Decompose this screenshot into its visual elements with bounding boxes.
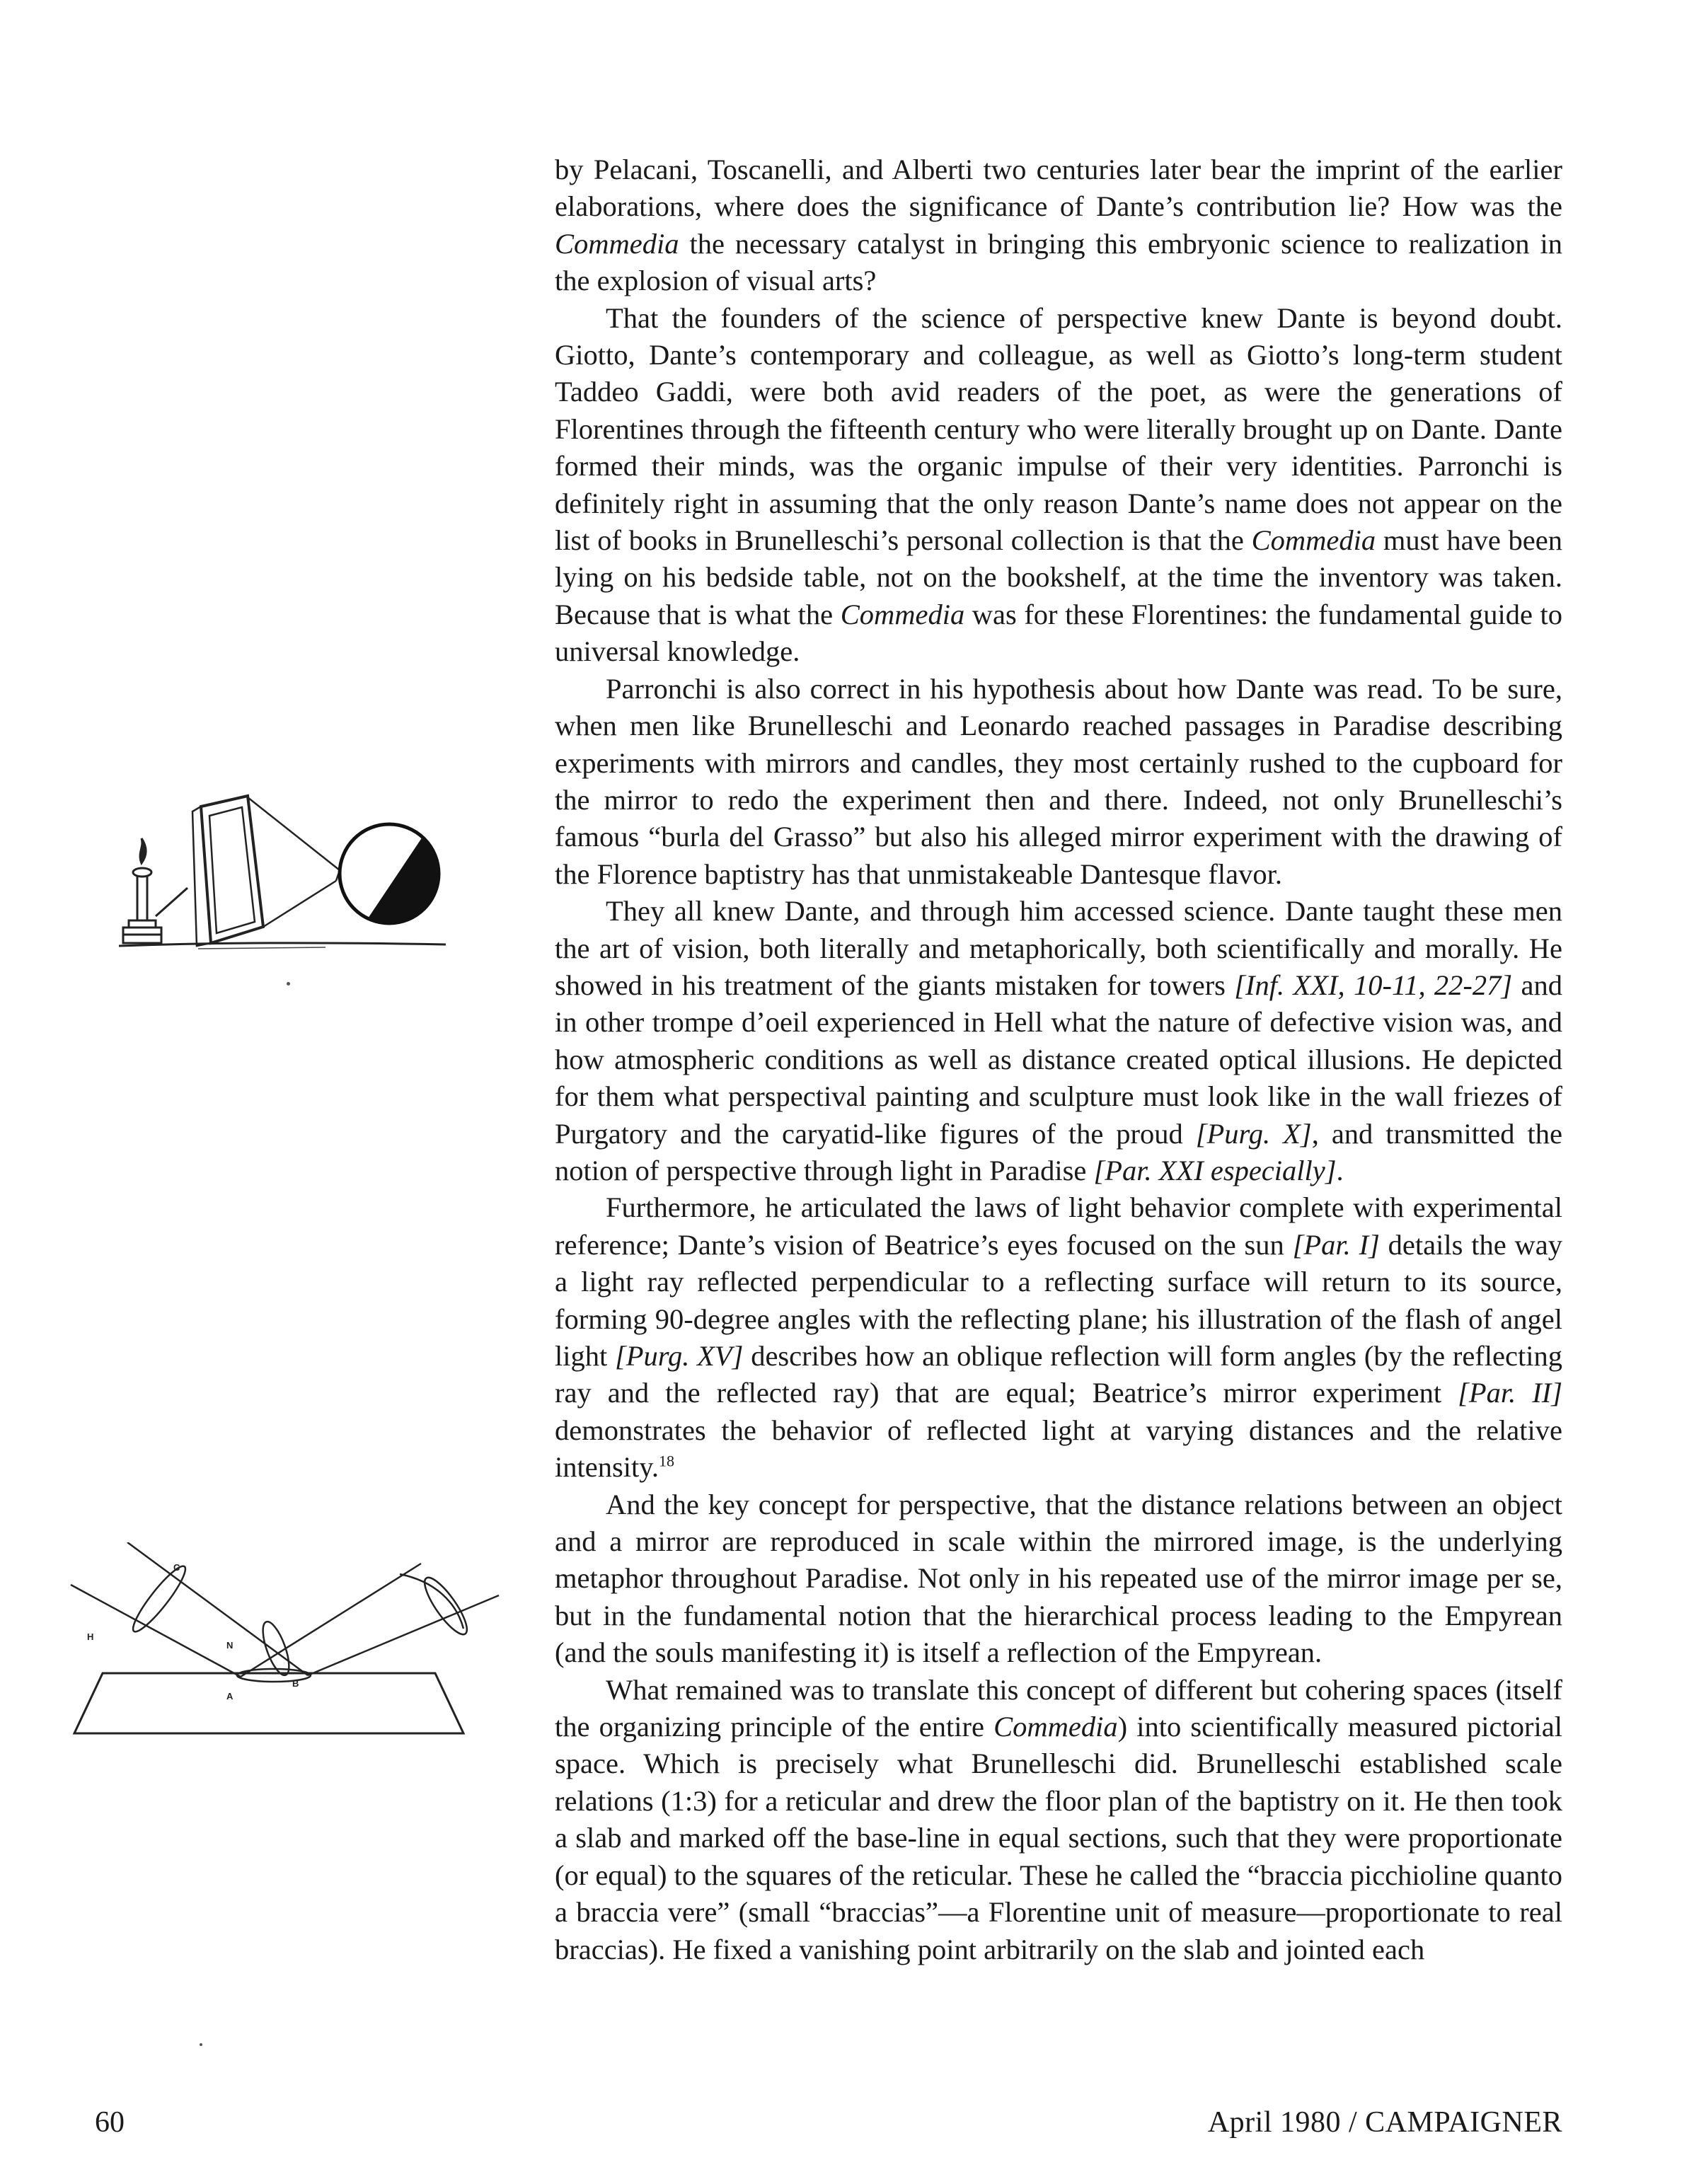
point-label-a: A: [226, 1691, 234, 1701]
mirror-candle-figure: [113, 782, 509, 966]
point-label-n: N: [226, 1640, 234, 1651]
citation-italic: [Purg. X]: [1195, 1117, 1312, 1150]
citation-italic: [Par. I]: [1292, 1228, 1380, 1261]
text-run: demonstrates the behavior of reflected light at varying distances and the relative intensity.: [555, 1414, 1562, 1484]
candle-icon: [123, 838, 188, 943]
text-run: What remained was to translate this concept of different but cohering spaces (itself the organizing principle of the entire: [555, 1673, 1562, 1743]
mirror-icon: [192, 796, 263, 946]
paragraph-6: And the key concept for perspective, that the distance relations between an object and a mirror are reproduced in scale within the mirrored image, is the underlying metaphor throughout Paradise. Not only in his repeated use of the mirror image per se, but in the fundamental notion that the hierarchical process leading to the Empyrean (and the souls manifesting it) is itself a reflection of the Empyrean.: [555, 1488, 1562, 1669]
citation-italic: [Par. II]: [1458, 1377, 1562, 1409]
running-footer: April 1980 / CAMPAIGNER: [1207, 2106, 1562, 2139]
paragraph-3: Parronchi is also correct in his hypothesis about how Dante was read. To be sure, when men like Brunelleschi and Leonardo reached passages in Paradise describing experiments with mirrors and candles, they most certainly rushed to the cupboard for the mirror to redo the experiment then and there. Indeed, not only Brunelleschi’s famous “burla del Grasso” but also his alleged mirror experiment with the drawing of the Florence baptistry has that unmistakeable Dantesque flavor.: [555, 672, 1562, 890]
title-italic: Commedia: [993, 1711, 1118, 1743]
paragraph-5: [555, 1189, 1562, 1486]
text-run: Furthermore, he articulated the laws of light behavior complete with experimental reference; Dante’s vision of Beatrice’s eyes focused on the sun: [555, 1191, 1562, 1261]
citation-italic: [Purg. XV]: [615, 1340, 744, 1372]
footnote-marker: 18: [659, 1452, 674, 1470]
text-run: They all knew Dante, and through him accessed science. Dante taught these men the art of vision, both literally and metaphorically, both scientifically and morally. He showed in his treatment of the giants mistaken for towers: [555, 895, 1562, 1001]
point-label-h: H: [87, 1631, 94, 1642]
text-run: ) into scientifically measured pictorial space. Which is precisely what Brunelleschi did. Brunelleschi established scale relations (1:3) for a reticular and drew the floor plan of the baptistry on it. He then took a slab and marked off the base-line in equal sections, such that they were proportionate (or equal) to the squares of the reticular. These he called the “braccia picchioline quanto a braccia vere” (small “braccias”—a Florentine unit of measure—proportionate to real braccias). He fixed a vanishing point arbitrarily on the slab and jointed each: [555, 1711, 1563, 1965]
paragraph-2: [555, 300, 1562, 671]
text-run: and in other trompe d’oeil experienced in Hell what the nature of defective vision was, and how atmospheric conditions as well as distance created optical illusions. He depicted for them what perspectival painting and sculpture must look like in the wall friezes of Purgatory and the caryatid-like figures of the proud: [555, 969, 1562, 1150]
text-run: That the founders of the science of perspective knew Dante is beyond doubt. Giotto, Dante’s contemporary and colleague, as well as Giotto’s long-term student Taddeo Gaddi, were both avid readers of the poet, as were the generations of Florentines through the fifteenth century who were literally brought up on Dante. Dante formed their minds, was the organic impulse of their very identities. Parronchi is definitely right in assuming that the only reason Dante’s name does not appear on the list of books in Brunelleschi’s personal collection is that the: [555, 301, 1562, 557]
article-body: [555, 151, 1562, 1968]
page-number: 60: [95, 2106, 125, 2139]
citation-italic: [Par. XXI especially]: [1093, 1154, 1337, 1186]
title-italic: Commedia: [555, 227, 679, 260]
paragraph-4: [555, 893, 1562, 1189]
reflection-diagram: [67, 1542, 520, 1783]
citation-italic: [Inf. XXI, 10-11, 22-27]: [1234, 969, 1513, 1001]
text-run: by Pelacani, Toscanelli, and Alberti two centuries later bear the imprint of the earlier elaborations, where does the significance of Dante’s contribution lie? How was the: [555, 154, 1562, 223]
half-lit-sphere-icon: [340, 824, 439, 923]
point-label-b: B: [292, 1678, 299, 1689]
title-italic: Commedia: [840, 598, 965, 630]
text-run: describes how an oblique reflection will form angles (by the reflecting ray and the reflected ray) that are equal; Beatrice’s mirror experiment: [555, 1340, 1562, 1409]
paragraph-7: [555, 1672, 1562, 1968]
text-run: .: [1336, 1154, 1344, 1186]
paragraph-1: [555, 151, 1562, 300]
title-italic: Commedia: [1251, 524, 1376, 557]
point-label-c: C: [173, 1562, 180, 1573]
text-run: the necessary catalyst in bringing this embryonic science to realization in the explosion of visual arts?: [555, 227, 1562, 297]
text-run: details the way a light ray reflected perpendicular to a reflecting surface will return to its source, forming 90-degree angles with the reflecting plane; his illustration of the flash of angel light: [555, 1228, 1562, 1372]
text-run: , and transmitted the notion of perspective through light in Paradise: [555, 1117, 1562, 1186]
text-run: was for these Florentines: the fundamental guide to universal knowledge.: [555, 598, 1562, 668]
text-run: must have been lying on his bedside table, not on the bookshelf, at the time the inventory was taken. Because that is what the: [555, 524, 1562, 630]
